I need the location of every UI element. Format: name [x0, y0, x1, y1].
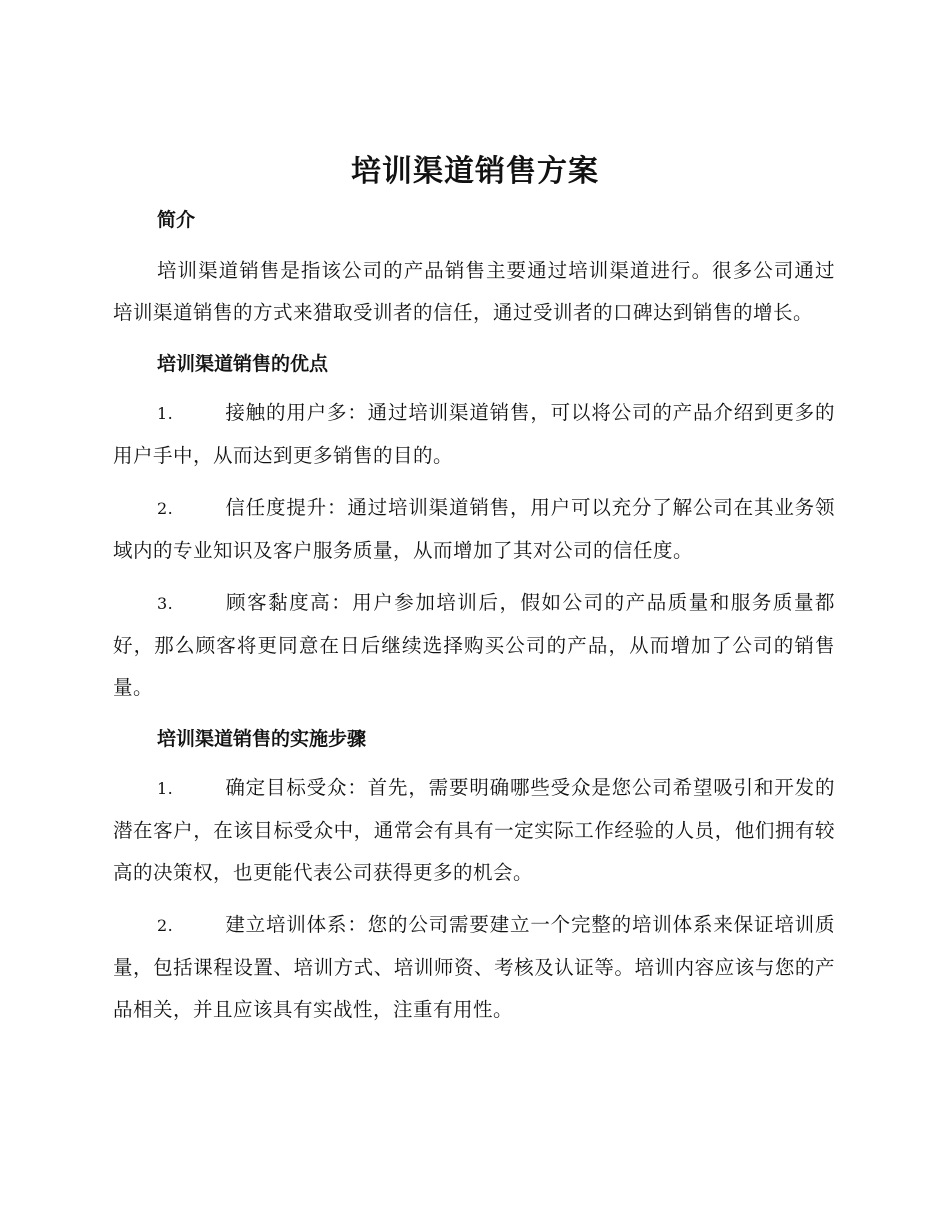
section-heading-advantages: 培训渠道销售的优点 — [157, 353, 329, 375]
list-item-number: 3. — [157, 594, 174, 613]
list-item-text: 信任度提升：通过培训渠道销售，用户可以充分了解公司在其业务领域内的专业知识及客户服务质量，从而增加了其对公司的信任度。 — [113, 496, 835, 562]
list-item-number: 2. — [157, 499, 174, 518]
list-item-number: 1. — [157, 404, 174, 423]
section-heading-intro: 简介 — [157, 209, 196, 231]
list-item-text: 建立培训体系：您的公司需要建立一个完整的培训体系来保证培训质量，包括课程设置、培训方式、培训师资、考核及认证等。培训内容应该与您的产品相关，并且应该具有实战性，注重有用性。 — [113, 913, 835, 1021]
list-item-number: 1. — [157, 779, 174, 798]
list-item — [113, 767, 835, 894]
section-heading-steps: 培训渠道销售的实施步骤 — [157, 728, 367, 750]
list-item — [113, 904, 835, 1031]
list-item-text: 确定目标受众：首先，需要明确哪些受众是您公司希望吸引和开发的潜在客户，在该目标受众中，通常会有具有一定实际工作经验的人员，他们拥有较高的决策权，也更能代表公司获得更多的机会。 — [113, 776, 835, 884]
document-title: 培训渠道销售方案 — [351, 154, 599, 189]
list-item-number: 2. — [157, 916, 174, 935]
intro-paragraph: 培训渠道销售是指该公司的产品销售主要通过培训渠道进行。很多公司通过培训渠道销售的方式来猎取受训者的信任，通过受训者的口碑达到销售的增长。 — [113, 259, 835, 324]
list-item — [113, 582, 835, 709]
document-body — [113, 202, 835, 1031]
list-item-text: 接触的用户多：通过培训渠道销售，可以将公司的产品介绍到更多的用户手中，从而达到更多销售的目的。 — [113, 401, 835, 467]
list-item-text: 顾客黏度高：用户参加培训后，假如公司的产品质量和服务质量都好，那么顾客将更同意在日后继续选择购买公司的产品，从而增加了公司的销售量。 — [113, 591, 835, 699]
list-item — [113, 487, 835, 572]
list-item — [113, 392, 835, 477]
